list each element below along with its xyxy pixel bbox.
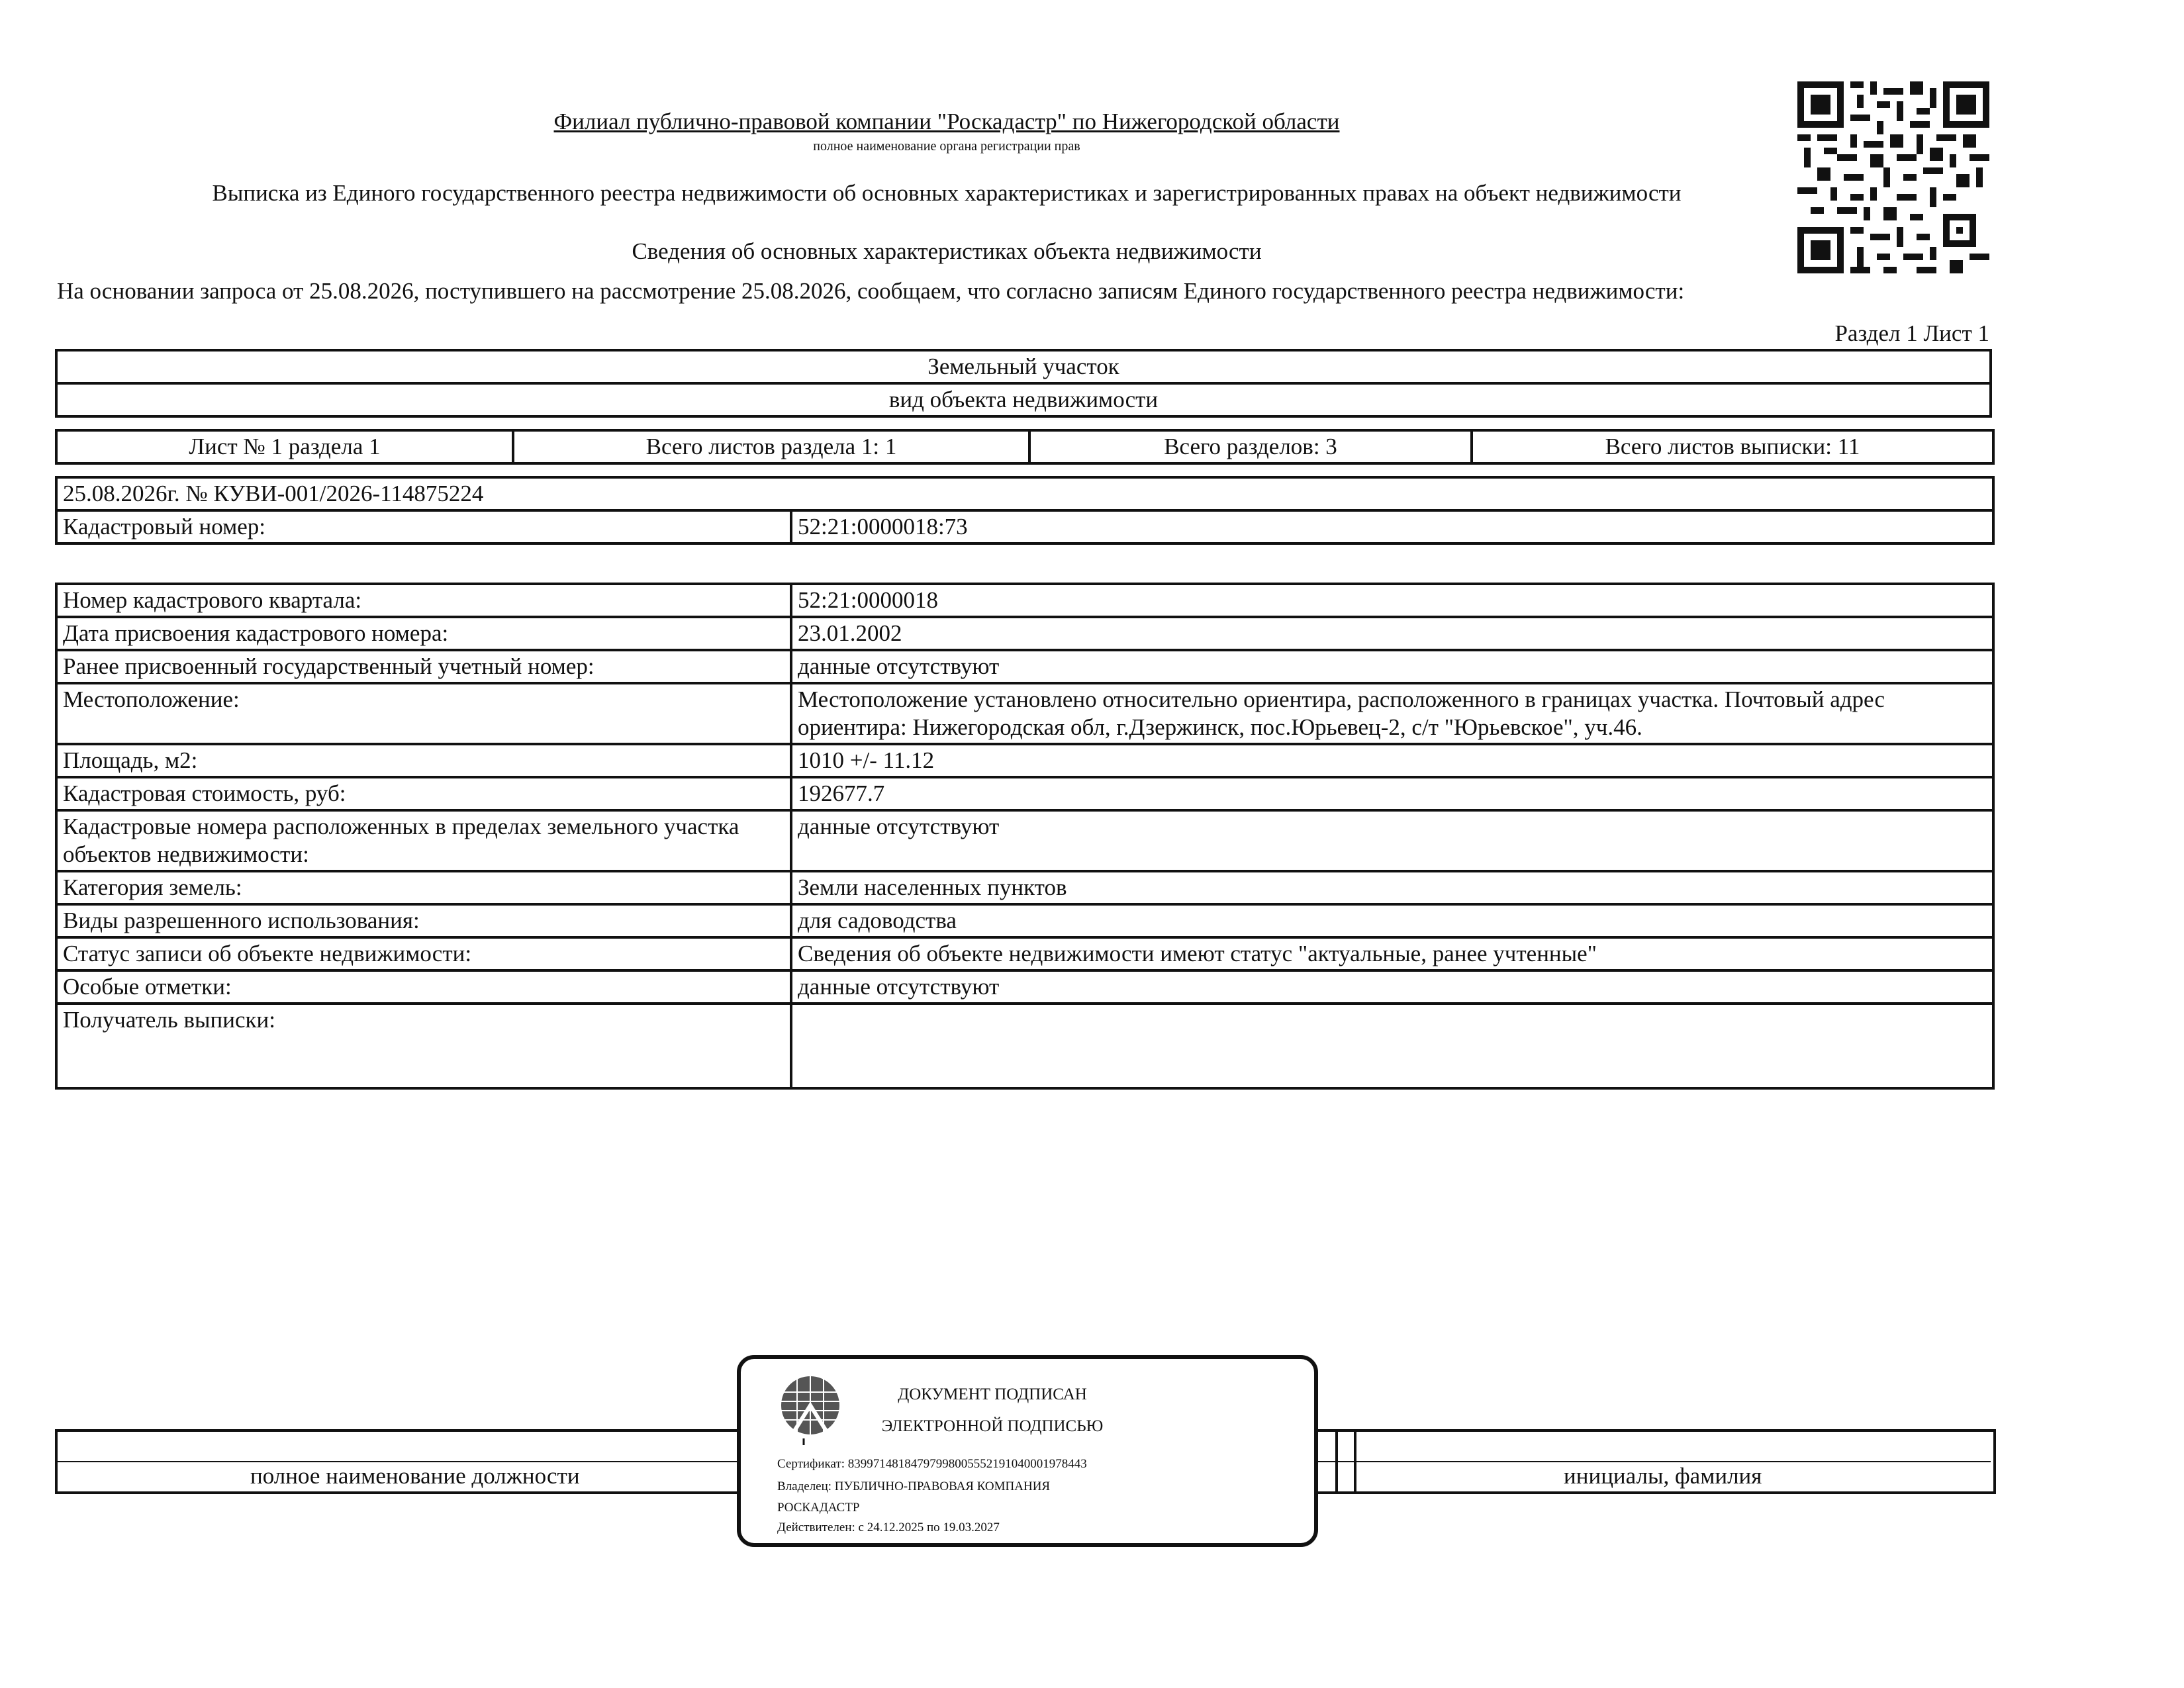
table-row — [56, 904, 1993, 937]
document-number: 25.08.2026г. № КУВИ-001/2026-114875224 — [56, 477, 1993, 510]
recipient-label: Получатель выписки: — [56, 1004, 791, 1088]
row-label: Особые отметки: — [56, 970, 791, 1004]
object-type-table — [55, 349, 1992, 418]
total-section-sheets: Всего листов раздела 1: 1 — [513, 430, 1029, 463]
row-label: Номер кадастрового квартала: — [56, 584, 791, 617]
table-row — [56, 871, 1993, 904]
row-value: Сведения об объекте недвижимости имеют статус "актуальные, ранее учтенные" — [791, 937, 1993, 970]
document-number-table — [55, 476, 1995, 545]
stamp-owner-line1: Владелец: ПУБЛИЧНО-ПРАВОВАЯ КОМПАНИЯ — [777, 1479, 1051, 1493]
electronic-signature-stamp — [737, 1355, 1318, 1547]
table-row — [56, 617, 1993, 650]
row-value: 192677.7 — [791, 777, 1993, 810]
table-row — [56, 650, 1993, 683]
row-value: данные отсутствуют — [791, 970, 1993, 1004]
table-row — [56, 584, 1993, 617]
total-sections: Всего разделов: 3 — [1029, 430, 1472, 463]
stamp-certificate: Сертификат: 839971481847979980055521910400019784​43 — [777, 1457, 1087, 1471]
object-type-caption: вид объекта недвижимости — [56, 383, 1991, 416]
stamp-validity: Действителен: с 24.12.2025 по 19.03.2027 — [777, 1521, 1000, 1534]
document-title: Выписка из Единого государственного реестра недвижимости об основных характеристиках и зарегистрированных правах на объект недвижимости — [212, 180, 1682, 206]
sheet-number: Лист № 1 раздела 1 — [56, 430, 513, 463]
stamp-title-line2: ЭЛЕКТРОННОЙ ПОДПИСЬЮ — [881, 1417, 1104, 1435]
row-value: данные отсутствуют — [791, 810, 1993, 871]
row-label: Кадастровые номера расположенных в пределах земельного участка объектов недвижимости: — [56, 810, 791, 871]
document-subtitle: Сведения об основных характеристиках объекта недвижимости — [632, 238, 1262, 264]
table-row — [56, 777, 1993, 810]
row-value: Местоположение установлено относительно ориентира, расположенного в границах участка. Почтовый адрес ориентира: Нижегородская обл, г.Дзержинск, пос.Юрьевец-2, с/т "Юрьевское", уч.46. — [791, 683, 1993, 744]
stamp-title-line1: ДОКУМЕНТ ПОДПИСАН — [898, 1385, 1087, 1403]
row-label: Площадь, м2: — [56, 744, 791, 777]
organization-name: Филиал публично-правовой компании "Роскадастр" по Нижегородской области — [553, 109, 1340, 134]
cadastral-number-label: Кадастровый номер: — [56, 510, 791, 543]
row-label: Кадастровая стоимость, руб: — [56, 777, 791, 810]
name-caption: инициалы, фамилия — [1564, 1463, 1762, 1489]
row-value: для садоводства — [791, 904, 1993, 937]
table-row — [56, 937, 1993, 970]
table-row — [56, 810, 1993, 871]
row-label: Дата присвоения кадастрового номера: — [56, 617, 791, 650]
row-value: 1010 +/- 11.12 — [791, 744, 1993, 777]
total-sheets: Всего листов выписки: 11 — [1472, 430, 1993, 463]
row-label: Статус записи об объекте недвижимости: — [56, 937, 791, 970]
section-label: Раздел 1 Лист 1 — [1834, 320, 1989, 346]
characteristics-table — [55, 583, 1995, 1090]
row-value: Земли населенных пунктов — [791, 871, 1993, 904]
recipient-value-redacted — [791, 1004, 1993, 1088]
table-row — [56, 970, 1993, 1004]
row-label: Категория земель: — [56, 871, 791, 904]
sheets-table — [55, 429, 1995, 465]
intro-text: На основании запроса от 25.08.2026, поступившего на рассмотрение 25.08.2026, сообщаем, что согласно записям Единого государственного реестра недвижимости: — [57, 278, 1685, 304]
row-value: данные отсутствуют — [791, 650, 1993, 683]
stamp-owner-line2: РОСКАДАСТР — [777, 1501, 860, 1515]
position-caption: полное наименование должности — [250, 1463, 580, 1489]
qr-code-icon — [1797, 81, 1989, 273]
table-row — [56, 744, 1993, 777]
row-value: 52:21:0000018 — [791, 584, 1993, 617]
object-type: Земельный участок — [56, 350, 1991, 383]
table-row — [56, 683, 1993, 744]
redaction-area — [798, 1006, 1987, 1086]
row-value: 23.01.2002 — [791, 617, 1993, 650]
row-label: Ранее присвоенный государственный учетный номер: — [56, 650, 791, 683]
row-label: Местоположение: — [56, 683, 791, 744]
row-label: Виды разрешенного использования: — [56, 904, 791, 937]
organization-caption: полное наименование органа регистрации прав — [813, 139, 1080, 154]
table-row — [56, 1004, 1993, 1088]
cadastral-number-value: 52:21:0000018:73 — [791, 510, 1993, 543]
